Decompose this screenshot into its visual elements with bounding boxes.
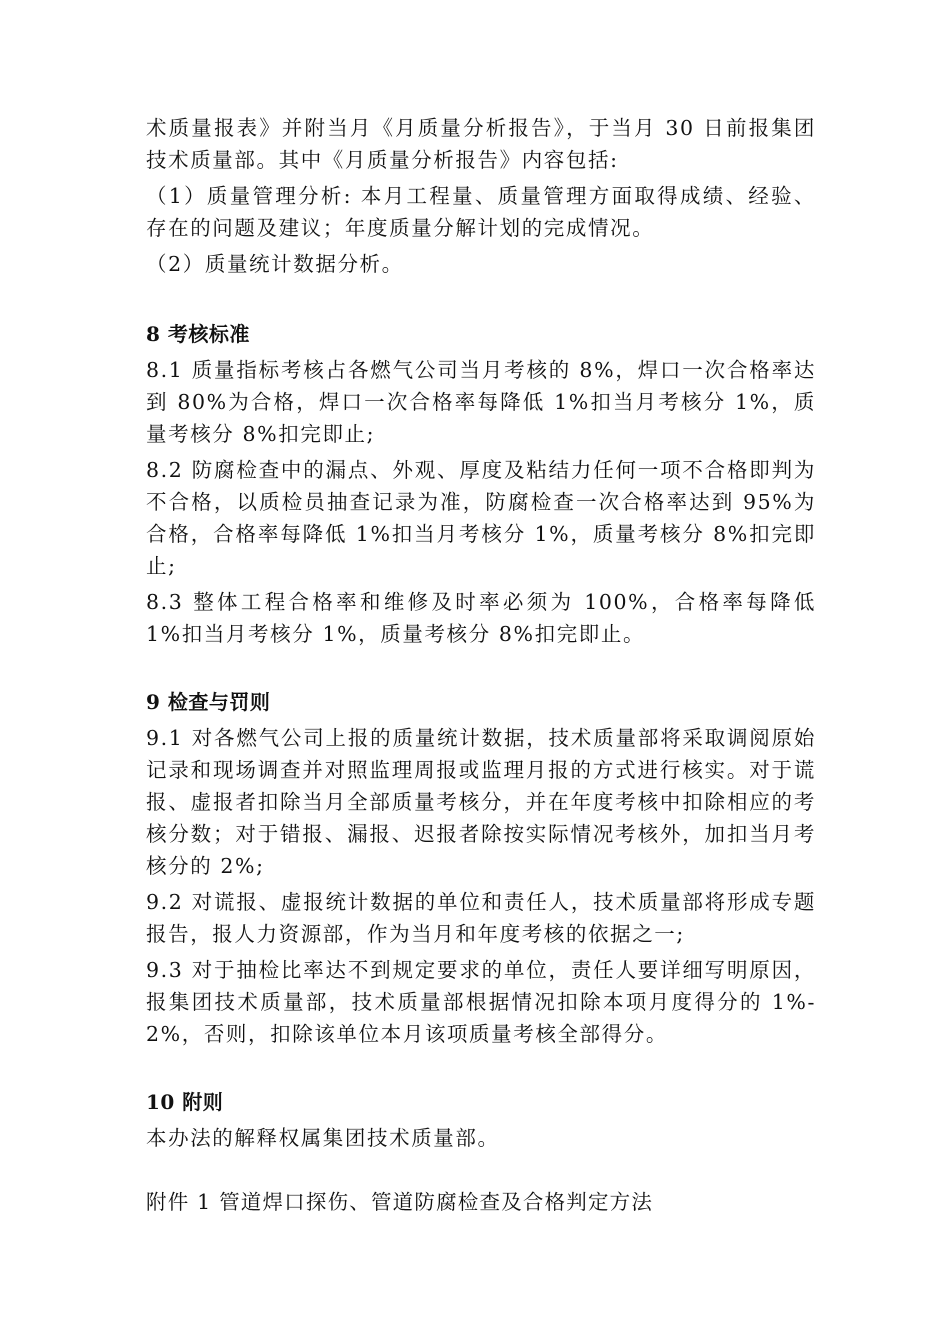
appendix-line: 附件 1 管道焊口探伤、管道防腐检查及合格判定方法 — [146, 1190, 654, 1214]
section-8-1: 8.1 质量指标考核占各燃气公司当月考核的 8%，焊口一次合格率达到 80%为合格，焊口一次合格率每降低 1%扣当月考核分 1%，质量考核分 8%扣完即止; — [146, 358, 816, 446]
section-9-1: 9.1 对各燃气公司上报的质量统计数据，技术质量部将采取调阅原始记录和现场调查并对照监理周报或监理月报的方式进行核实。对于谎报、虚报者扣除当月全部质量考核分，并在年度考核中扣除相应的考核分数；对于错报、漏报、迟报者除按实际情况考核外，加扣当月考核分的 2%; — [146, 726, 816, 878]
document-page — [146, 112, 816, 1218]
section-9-heading: 9 检查与罚则 — [146, 690, 271, 714]
section-9-3: 9.3 对于抽检比率达不到规定要求的单位，责任人要详细写明原因，报集团技术质量部，技术质量部根据情况扣除本项月度得分的 1%-2%，否则，扣除该单位本月该项质量考核全部得分。 — [146, 958, 816, 1046]
intro-item-2: （2）质量统计数据分析。 — [146, 252, 404, 276]
intro-paragraph: 术质量报表》并附当月《月质量分析报告》，于当月 30 日前报集团技术质量部。其中《月质量分析报告》内容包括: — [146, 116, 816, 172]
section-10-heading: 10 附则 — [146, 1090, 224, 1114]
section-8-3: 8.3 整体工程合格率和维修及时率必须为 100%，合格率每降低 1%扣当月考核分 1%，质量考核分 8%扣完即止。 — [146, 590, 816, 646]
intro-item-1: （1）质量管理分析: 本月工程量、质量管理方面取得成绩、经验、存在的问题及建议；年度质量分解计划的完成情况。 — [146, 184, 816, 240]
section-9-2: 9.2 对谎报、虚报统计数据的单位和责任人，技术质量部将形成专题报告，报人力资源部，作为当月和年度考核的依据之一; — [146, 890, 816, 946]
section-8-2: 8.2 防腐检查中的漏点、外观、厚度及粘结力任何一项不合格即判为不合格，以质检员抽查记录为准，防腐检查一次合格率达到 95%为合格，合格率每降低 1%扣当月考核分 1%，质量考核分 8%扣完即止; — [146, 458, 816, 578]
section-10-1: 本办法的解释权属集团技术质量部。 — [146, 1126, 500, 1150]
section-8-heading: 8 考核标准 — [146, 322, 250, 346]
